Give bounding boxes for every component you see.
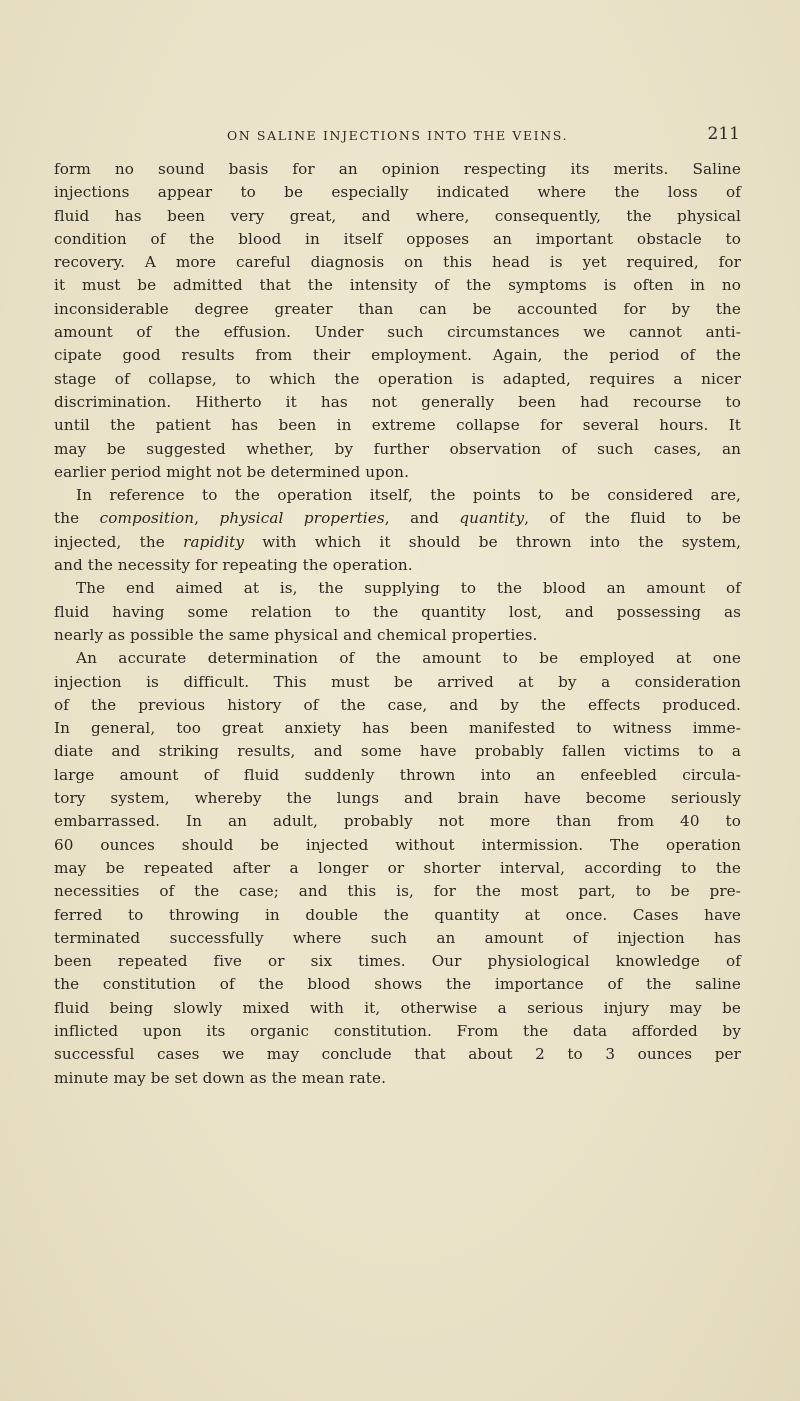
text-line: may be suggested whether, by further observation of such cases, an <box>54 439 741 458</box>
text-line: and the necessity for repeating the operation. <box>54 556 413 575</box>
text-line: diate and striking results, and some have probably fallen victims to a <box>54 742 741 761</box>
text-line: successful cases we may conclude that about 2 to 3 ounces per <box>54 1045 741 1064</box>
body-text <box>54 158 741 1090</box>
text-line: terminated successfully where such an amount of injection has <box>54 928 741 947</box>
text-line: may be repeated after a longer or shorter interval, according to the <box>54 858 741 877</box>
text-line: fluid has been very great, and where, consequently, the physical <box>54 206 741 225</box>
text-line: fluid having some relation to the quantity lost, and possessing as <box>54 602 741 621</box>
text-line: injections appear to be especially indicated where the loss of <box>54 183 741 202</box>
italic-term: physical properties <box>219 509 385 528</box>
text-line: necessities of the case; and this is, for the most part, to be pre- <box>54 882 741 901</box>
text-line: stage of collapse, to which the operation is adapted, requires a nicer <box>54 369 741 388</box>
text-run: injected, the <box>54 532 184 551</box>
text-line: the constitution of the blood shows the importance of the saline <box>54 975 741 994</box>
text-line: An accurate determination of the amount to be employed at one <box>76 649 741 668</box>
text-line: ferred to throwing in double the quantity at once. Cases have <box>54 905 741 924</box>
italic-term: composition <box>99 509 195 528</box>
text-line: large amount of fluid suddenly thrown into an enfeebled circula- <box>54 765 741 784</box>
text-line: until the patient has been in extreme collapse for several hours. It <box>54 416 741 435</box>
text-line: of the previous history of the case, and by the effects produced. <box>54 695 741 714</box>
text-run: with which it should be thrown into the system, <box>244 532 741 551</box>
text-line: minute may be set down as the mean rate. <box>54 1068 386 1087</box>
text-run: the <box>54 509 100 528</box>
text-line: injection is difficult. This must be arrived at by a consideration <box>54 672 741 691</box>
text-line: inconsiderable degree greater than can be accounted for by the <box>54 299 741 318</box>
text-line <box>54 531 741 554</box>
text-line: 60 ounces should be injected without intermission. The operation <box>54 835 741 854</box>
text-line: been repeated five or six times. Our physiological knowledge of <box>54 952 741 971</box>
text-line: form no sound basis for an opinion respecting its merits. Saline <box>54 160 741 178</box>
running-title: ON SALINE INJECTIONS INTO THE VEINS. <box>226 128 569 143</box>
text-line: fluid being slowly mixed with it, otherwise a serious injury may be <box>54 998 741 1017</box>
text-line: tory system, whereby the lungs and brain have become seriously <box>54 789 741 808</box>
text-line <box>54 507 741 530</box>
text-line: condition of the blood in itself opposes an important obstacle to <box>54 229 741 248</box>
text-line: cipate good results from their employment. Again, the period of the <box>54 346 741 365</box>
text-run: , <box>194 509 220 528</box>
text-line: The end aimed at is, the supplying to the blood an amount of <box>76 579 741 598</box>
text-run: , of the fluid to be <box>524 509 742 528</box>
italic-term: quantity <box>459 509 525 528</box>
page-header <box>55 124 740 156</box>
text-line: inflicted upon its organic constitution. From the data afforded by <box>54 1021 741 1040</box>
page-number: 211 <box>707 124 740 144</box>
text-line: recovery. A more careful diagnosis on this head is yet required, for <box>54 253 741 272</box>
text-run: , and <box>384 509 460 528</box>
text-line: discrimination. Hitherto it has not generally been had recourse to <box>54 392 741 411</box>
text-line: it must be admitted that the intensity of the symptoms is often in no <box>54 276 741 295</box>
text-line: earlier period might not be determined upon. <box>54 462 409 481</box>
text-line: In general, too great anxiety has been manifested to witness imme- <box>54 719 741 738</box>
text-line: embarrassed. In an adult, probably not more than from 40 to <box>54 812 741 831</box>
italic-term: rapidity <box>183 532 245 551</box>
text-line: In reference to the operation itself, the points to be considered are, <box>76 486 741 505</box>
text-line: amount of the effusion. Under such circumstances we cannot anti- <box>54 323 741 342</box>
text-line: nearly as possible the same physical and chemical properties. <box>54 625 538 644</box>
